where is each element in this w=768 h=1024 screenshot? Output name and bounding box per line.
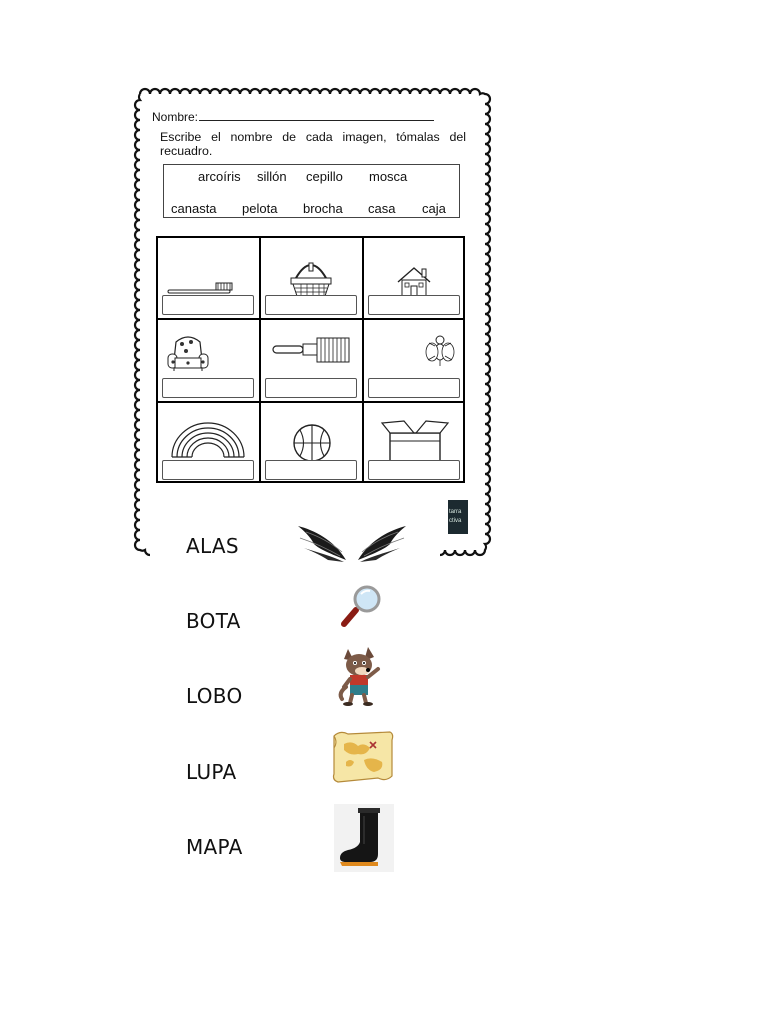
word-bank-word: brocha <box>303 201 343 216</box>
answer-box[interactable] <box>368 295 460 315</box>
word-label: LUPA <box>186 760 237 784</box>
magnifying-glass-icon <box>338 584 386 630</box>
grid-cell <box>261 320 362 401</box>
grid-cell <box>158 238 259 318</box>
answer-box[interactable] <box>368 460 460 480</box>
word-bank-word: caja <box>422 201 446 216</box>
word-bank-word: mosca <box>369 169 408 184</box>
word-bank-word: arcoíris <box>198 169 241 184</box>
grid-cell <box>364 403 465 483</box>
word-bank-box <box>163 164 460 218</box>
word-bank-word: casa <box>368 201 396 216</box>
word-bank-word: sillón <box>257 169 287 184</box>
word-bank-word: canasta <box>171 201 217 216</box>
picture-grid <box>156 236 465 483</box>
name-label: Nombre: <box>152 110 199 124</box>
answer-box[interactable] <box>162 460 254 480</box>
treasure-map-icon <box>330 728 396 786</box>
grid-cell <box>158 320 259 401</box>
answer-box[interactable] <box>265 460 357 480</box>
answer-box[interactable] <box>162 295 254 315</box>
logo-text: ctiva <box>449 518 462 524</box>
answer-box[interactable] <box>162 378 254 398</box>
name-blank[interactable] <box>199 110 434 121</box>
grid-cell <box>261 238 362 318</box>
word-bank-word: cepillo <box>306 169 343 184</box>
word-bank-word: pelota <box>242 201 278 216</box>
word-label: ALAS <box>186 534 239 558</box>
name-line <box>152 110 434 124</box>
boot-icon <box>334 804 394 872</box>
worksheet <box>135 88 490 556</box>
word-label: LOBO <box>186 684 243 708</box>
answer-box[interactable] <box>265 378 357 398</box>
instruction-text: Escribe el nombre de cada imagen, tómalas del recuadro. <box>160 130 466 158</box>
grid-cell <box>364 320 465 401</box>
word-label: MAPA <box>186 835 243 859</box>
logo-text: tarra <box>449 509 462 515</box>
grid-cell <box>261 403 362 483</box>
wolf-icon <box>334 643 390 707</box>
grid-cell <box>364 238 465 318</box>
answer-box[interactable] <box>368 378 460 398</box>
answer-box[interactable] <box>265 295 357 315</box>
grid-cell <box>158 403 259 483</box>
wings-icon <box>296 522 408 566</box>
word-label: BOTA <box>186 609 241 633</box>
publisher-logo <box>448 500 468 534</box>
